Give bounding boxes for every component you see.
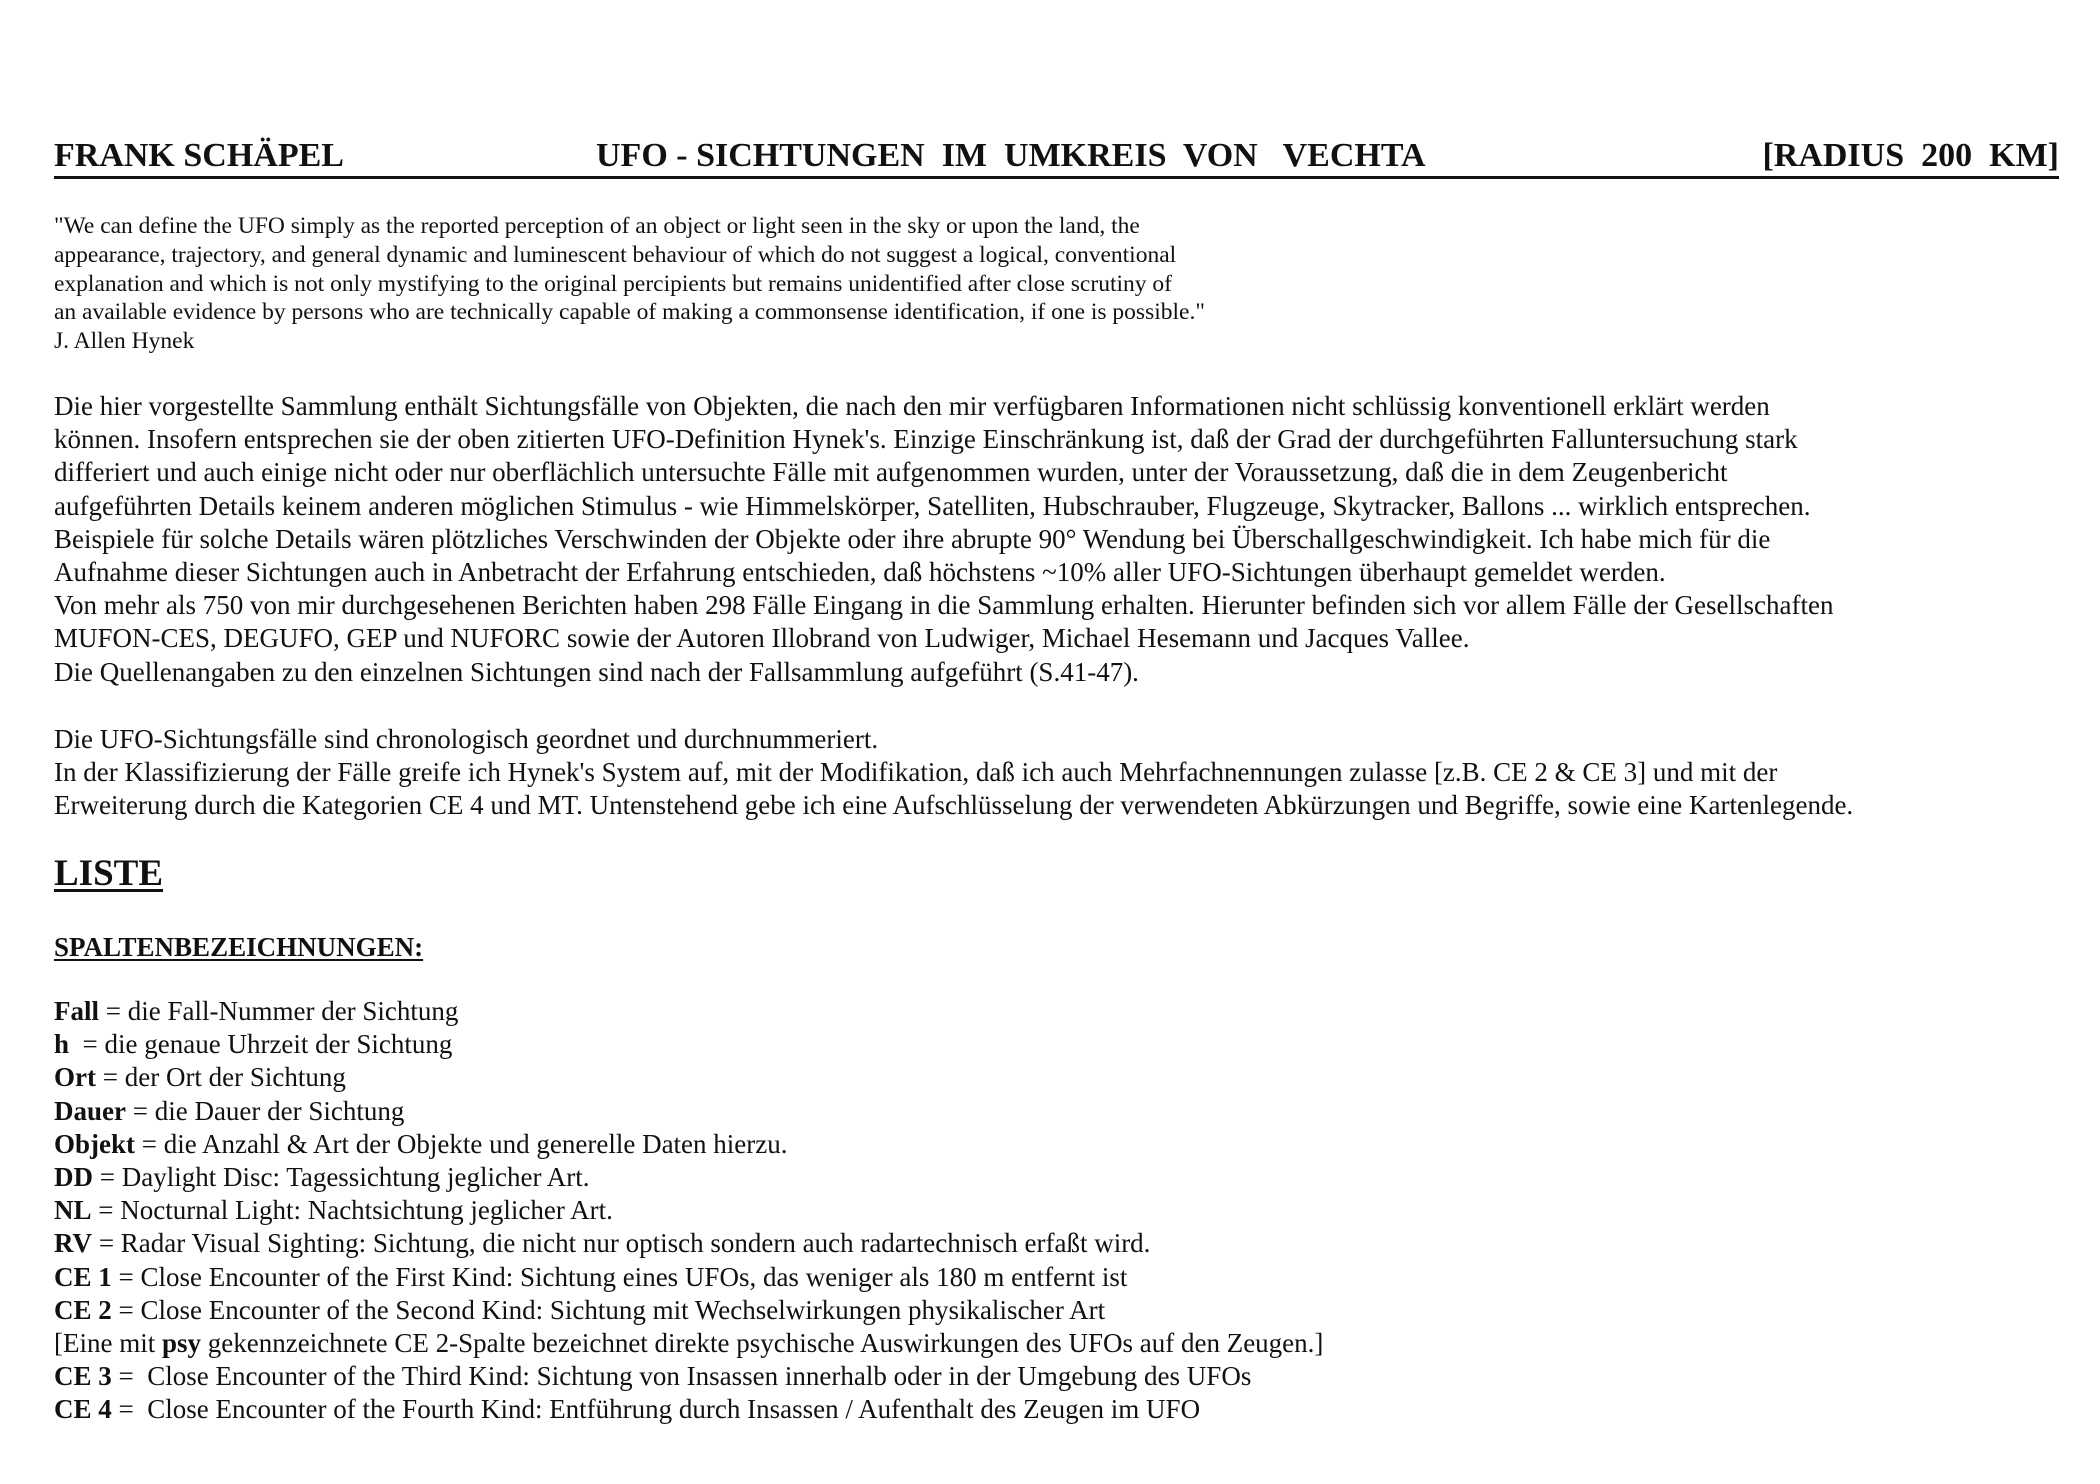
classification-paragraph bbox=[54, 723, 1853, 823]
legend-term: CE 1 bbox=[54, 1261, 112, 1292]
note-text: [Eine mit bbox=[54, 1328, 162, 1359]
note-text: gekennzeichnete CE 2-Spalte bezeichnet direkte psychische Auswirkungen des UFOs auf den Zeugen.] bbox=[201, 1328, 1324, 1359]
legend-sep: = bbox=[125, 1095, 155, 1126]
legend-term: RV bbox=[54, 1228, 93, 1259]
legend-item-nl bbox=[54, 1194, 1323, 1227]
legend-item-ce3 bbox=[54, 1360, 1323, 1393]
legend-text: Daylight Disc: Tagessichtung jeglicher Art. bbox=[121, 1162, 590, 1193]
legend-term: NL bbox=[54, 1195, 92, 1226]
legend-text: Close Encounter of the Third Kind: Sichtung von Insassen innerhalb oder in der Umgebung des UFOs bbox=[147, 1361, 1252, 1392]
quote-line: appearance, trajectory, and general dynamic and luminescent behaviour of which do not suggest a logical, conventional bbox=[54, 241, 1177, 268]
legend-text: Close Encounter of the Second Kind: Sichtung mit Wechselwirkungen physikalischer Art bbox=[140, 1294, 1106, 1325]
legend-text: Close Encounter of the First Kind: Sichtung eines UFOs, das weniger als 180 m entfernt ist bbox=[140, 1261, 1128, 1292]
legend-item-ce1 bbox=[54, 1261, 1323, 1294]
legend-item-ce2 bbox=[54, 1294, 1323, 1327]
abbreviation-legend bbox=[54, 995, 1323, 1427]
text-line: Die UFO-Sichtungsfälle sind chronologisch geordnet und durchnummeriert. bbox=[54, 724, 879, 754]
legend-text: die genaue Uhrzeit der Sichtung bbox=[104, 1029, 453, 1060]
text-line: MUFON-CES, DEGUFO, GEP und NUFORC sowie der Autoren Illobrand von Ludwiger, Michael Hesemann und Jacques Vallee. bbox=[54, 623, 1470, 654]
legend-sep: = bbox=[111, 1394, 148, 1425]
text-line: Beispiele für solche Details wären plötzliches Verschwinden der Objekte oder ihre abrupte 90° Wendung bei Überschallgeschwindigkeit. Ich habe mich für die bbox=[54, 523, 1771, 554]
legend-sep: = bbox=[93, 1162, 122, 1193]
text-line: Die Quellenangaben zu den einzelnen Sichtungen sind nach der Fallsammlung aufgeführt (S.41-47). bbox=[54, 656, 1139, 687]
legend-text: der Ort der Sichtung bbox=[124, 1062, 346, 1093]
text-line: Von mehr als 750 von mir durchgesehenen Berichten haben 298 Fälle Eingang in die Sammlung erhalten. Hierunter befinden sich vor allem Fälle der Gesellschaften bbox=[54, 590, 1834, 621]
hynek-quote bbox=[54, 212, 1454, 356]
legend-item-h bbox=[54, 1028, 1323, 1061]
legend-item-dd bbox=[54, 1161, 1323, 1194]
legend-term: CE 3 bbox=[54, 1361, 112, 1392]
text-line: Aufnahme dieser Sichtungen auch in Anbetracht der Erfahrung entschieden, daß höchstens ~10% aller UFO-Sichtungen überhaupt gemeldet werden. bbox=[54, 557, 1666, 588]
quote-line: an available evidence by persons who are technically capable of making a commonsense identification, if one is possible." bbox=[54, 299, 1205, 326]
legend-text: die Dauer der Sichtung bbox=[154, 1095, 405, 1126]
legend-item-ce4 bbox=[54, 1393, 1323, 1426]
legend-text: Nocturnal Light: Nachtsichtung jeglicher Art. bbox=[120, 1195, 613, 1226]
legend-term: h bbox=[54, 1029, 70, 1060]
text-line: Die hier vorgestellte Sammlung enthält Sichtungsfälle von Objekten, die nach den mir verfügbaren Informationen nicht schlüssig konventionell erklärt werden bbox=[54, 391, 1770, 421]
legend-sep: = bbox=[91, 1195, 121, 1226]
legend-term: Fall bbox=[54, 996, 99, 1026]
text-line: differiert und auch einige nicht oder nur oberflächlich untersuchte Fälle mit aufgenommen wurden, unter der Voraussetzung, daß die in dem Zeugenbericht bbox=[54, 457, 1728, 488]
legend-sep: = bbox=[69, 1029, 105, 1060]
legend-sep: = bbox=[111, 1361, 148, 1392]
legend-term: Ort bbox=[54, 1062, 96, 1093]
liste-heading: LISTE bbox=[54, 853, 164, 894]
text-line: aufgeführten Details keinem anderen möglichen Stimulus - wie Himmelskörper, Satelliten, Hubschrauber, Flugzeuge, Skytracker, Ballons ... wirklich entsprechen. bbox=[54, 490, 1811, 521]
page-header bbox=[54, 136, 2059, 179]
legend-item-ort bbox=[54, 1061, 1323, 1094]
legend-term: CE 2 bbox=[54, 1294, 112, 1325]
quote-attribution: J. Allen Hynek bbox=[54, 328, 195, 355]
note-term: psy bbox=[161, 1328, 202, 1359]
text-line: Erweiterung durch die Kategorien CE 4 und MT. Untenstehend gebe ich eine Aufschlüsselung der verwendeten Abkürzungen und Begriffe, sowie eine Kartenlegende. bbox=[54, 790, 1854, 821]
intro-paragraph bbox=[54, 390, 1833, 689]
legend-sep: = bbox=[111, 1294, 141, 1325]
legend-note-psy bbox=[54, 1327, 1323, 1360]
text-line: können. Insofern entsprechen sie der oben zitierten UFO-Definition Hynek's. Einzige Einschränkung ist, daß der Grad der durchgeführten Falluntersuchung stark bbox=[54, 424, 1798, 455]
radius-label: [RADIUS 200 KM] bbox=[1762, 137, 2059, 174]
legend-sep: = bbox=[92, 1228, 121, 1259]
legend-sep: = bbox=[135, 1128, 164, 1159]
legend-text: die Anzahl & Art der Objekte und generelle Daten hierzu. bbox=[163, 1128, 788, 1159]
legend-item-objekt bbox=[54, 1128, 1323, 1161]
legend-item-dauer bbox=[54, 1095, 1323, 1128]
legend-sep: = bbox=[95, 1062, 125, 1093]
document-title: UFO - SICHTUNGEN IM UMKREIS VON VECHTA bbox=[596, 137, 1426, 174]
author-name: FRANK SCHÄPEL bbox=[54, 137, 344, 174]
legend-item-fall bbox=[54, 995, 1323, 1028]
legend-term: DD bbox=[54, 1162, 93, 1193]
legend-term: CE 4 bbox=[54, 1394, 112, 1425]
quote-line: "We can define the UFO simply as the reported perception of an object or light seen in the sky or upon the land, the bbox=[54, 213, 1140, 239]
legend-text: Close Encounter of the Fourth Kind: Entführung durch Insassen / Aufenthalt des Zeugen im UFO bbox=[147, 1394, 1201, 1425]
legend-term: Objekt bbox=[54, 1128, 135, 1159]
legend-text: die Fall-Nummer der Sichtung bbox=[127, 996, 459, 1026]
text-line: In der Klassifizierung der Fälle greife ich Hynek's System auf, mit der Modifikation, daß ich auch Mehrfachnennungen zulasse [z.B. CE 2 & CE 3] und mit der bbox=[54, 757, 1778, 788]
legend-text: Radar Visual Sighting: Sichtung, die nicht nur optisch sondern auch radartechnisch erfaßt wird. bbox=[120, 1228, 1151, 1259]
quote-line: explanation and which is not only mystifying to the original percipients but remains unidentified after close scrutiny of bbox=[54, 270, 1172, 297]
legend-sep: = bbox=[111, 1261, 141, 1292]
column-labels-heading: SPALTENBEZEICHNUNGEN: bbox=[54, 932, 424, 962]
legend-item-rv bbox=[54, 1227, 1323, 1260]
legend-term: Dauer bbox=[54, 1095, 126, 1126]
legend-sep: = bbox=[99, 996, 128, 1026]
